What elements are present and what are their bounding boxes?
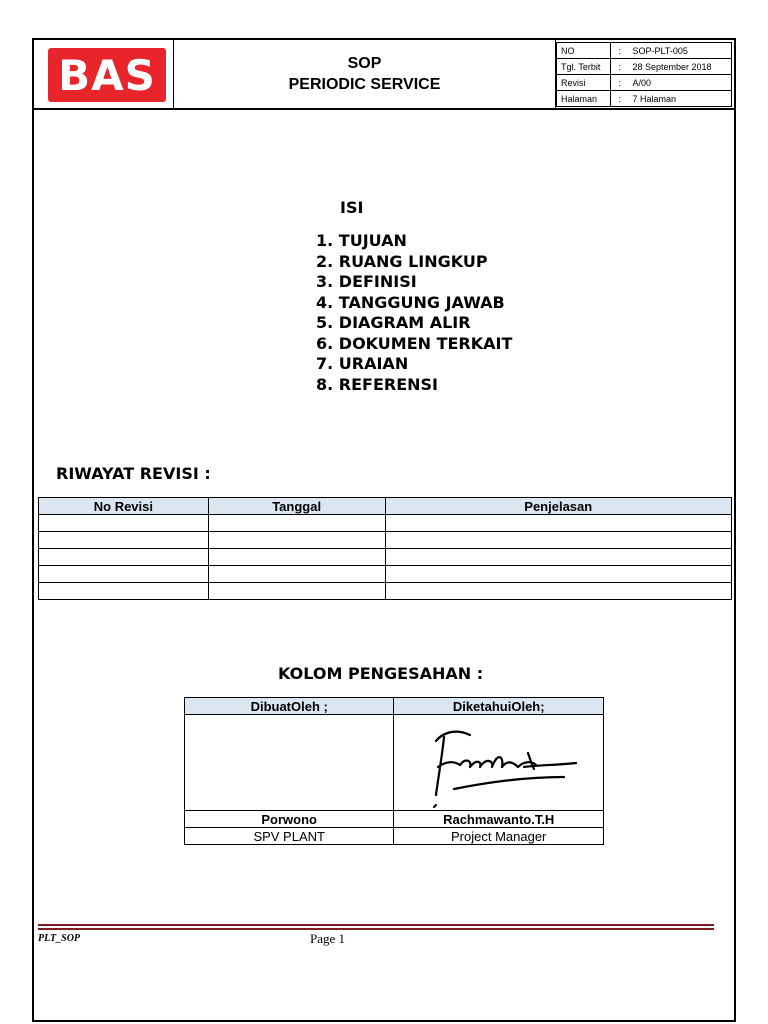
info-value: A/00: [629, 75, 732, 91]
signer-name: Porwono: [185, 811, 394, 828]
info-row-date: [557, 59, 732, 75]
table-cell: [385, 583, 732, 600]
toc-item: 5. DIAGRAM ALIR: [316, 313, 471, 332]
document-info: [556, 42, 732, 108]
toc-item: 2. RUANG LINGKUP: [316, 251, 488, 271]
column-header: DiketahuiOleh;: [394, 698, 604, 715]
toc-item: 7. URAIAN: [316, 354, 409, 373]
info-separator: :: [611, 59, 629, 75]
logo-text: BAS: [58, 50, 156, 100]
approval-header-row: [185, 698, 604, 715]
table-row: [39, 532, 732, 549]
toc-item: 1. TUJUAN: [316, 231, 407, 250]
info-label: NO: [557, 43, 611, 59]
info-row-no: [557, 43, 732, 59]
info-value: 7 Halaman: [629, 91, 732, 107]
company-logo: [48, 48, 166, 102]
table-row: [39, 566, 732, 583]
info-label: Tgl. Terbit: [557, 59, 611, 75]
info-row-revision: [557, 75, 732, 91]
table-cell: [208, 566, 385, 583]
revision-header-row: [39, 498, 732, 515]
signer-name: Rachmawanto.T.H: [394, 811, 604, 828]
page-number: Page 1: [310, 931, 346, 946]
table-cell: [385, 532, 732, 549]
toc-item: 8. REFERENSI: [316, 374, 439, 394]
info-label: Halaman: [557, 91, 611, 107]
table-cell: [208, 532, 385, 549]
table-row: [39, 549, 732, 566]
table-cell: [385, 549, 732, 566]
column-header: Penjelasan: [385, 498, 732, 515]
column-header: No Revisi: [39, 498, 209, 515]
revision-table: [38, 497, 732, 600]
info-separator: :: [611, 75, 629, 91]
footer-code: PLT_SOP: [38, 933, 81, 944]
footer-divider: [38, 924, 714, 926]
document-header: [34, 40, 734, 110]
signer-role: SPV PLANT: [185, 828, 394, 845]
table-cell: [39, 566, 209, 583]
table-cell: [39, 549, 209, 566]
info-value: 28 September 2018: [629, 59, 732, 75]
info-separator: :: [611, 91, 629, 107]
approval-table: [184, 697, 604, 845]
signature-cell-acknowledged: [394, 715, 604, 811]
title-line-1: SOP: [347, 55, 382, 72]
toc-item: 4. TANGGUNG JAWAB: [316, 292, 505, 312]
info-label: Revisi: [557, 75, 611, 91]
role-row: [185, 828, 604, 845]
column-header: Tanggal: [208, 498, 385, 515]
page-frame: [32, 38, 736, 1022]
signature-row: [185, 715, 604, 811]
info-separator: :: [611, 43, 629, 59]
toc-item: 3. DEFINISI: [316, 272, 417, 291]
signer-role: Project Manager: [394, 828, 604, 845]
table-cell: [385, 566, 732, 583]
name-row: [185, 811, 604, 828]
toc-item: 6. DOKUMEN TERKAIT: [316, 333, 513, 353]
document-title: [174, 40, 556, 108]
table-cell: [39, 515, 209, 532]
table-cell: [208, 549, 385, 566]
column-header: DibuatOleh ;: [185, 698, 394, 715]
logo-cell: [34, 40, 174, 108]
revision-history-title: RIWAYAT REVISI :: [56, 464, 211, 483]
signature-cell-prepared: [185, 715, 394, 811]
table-row: [39, 515, 732, 532]
footer-divider: [38, 928, 714, 930]
approval-title: KOLOM PENGESAHAN :: [278, 664, 484, 683]
info-table: [556, 42, 732, 107]
handwritten-signature: [414, 721, 584, 813]
contents-title: ISI: [340, 198, 364, 217]
info-value: SOP-PLT-005: [629, 43, 732, 59]
table-cell: [385, 515, 732, 532]
table-row: [39, 583, 732, 600]
table-of-contents: [316, 231, 512, 395]
table-cell: [208, 583, 385, 600]
table-cell: [39, 583, 209, 600]
table-cell: [39, 532, 209, 549]
table-cell: [208, 515, 385, 532]
info-row-pages: [557, 91, 732, 107]
title-line-2: PERIODIC SERVICE: [288, 76, 441, 93]
